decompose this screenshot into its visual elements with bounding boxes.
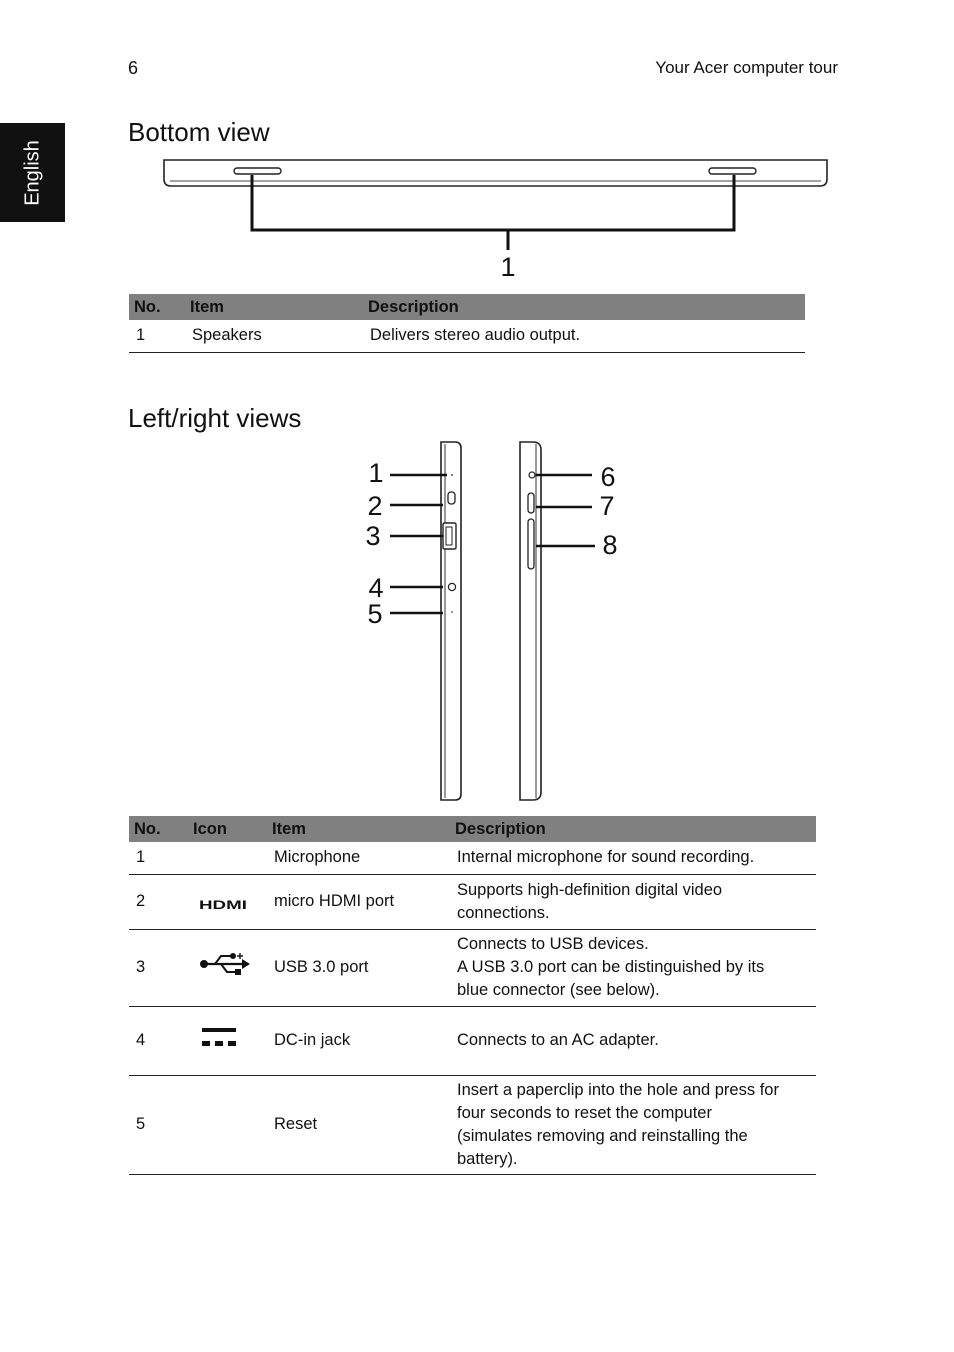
table-row [129, 874, 816, 929]
hdmi-icon-text: HDMI [199, 898, 247, 910]
language-tab [0, 123, 65, 222]
column-header-description: Description [363, 294, 805, 320]
page-number: 6 [128, 58, 139, 78]
hdmi-icon [199, 894, 249, 917]
description-line: Connects to USB devices. [457, 935, 649, 953]
cell-no: 2 [129, 874, 188, 929]
cell-item: Microphone [267, 842, 450, 874]
column-header-icon: Icon [188, 816, 267, 842]
bottom-view-title: Bottom view [128, 117, 270, 147]
dc-in-icon [200, 1026, 238, 1055]
description-line: Supports high-definition digital video [457, 880, 723, 899]
column-header-description: Description [450, 816, 816, 842]
table-row [129, 320, 805, 352]
description-line: A USB 3.0 port can be distinguished by its [457, 958, 765, 976]
callout-number-7: 7 [599, 491, 615, 521]
description-line: battery). [457, 1149, 518, 1168]
reset-hole [451, 611, 453, 613]
microphone-hole [451, 474, 453, 476]
cell-no: 5 [129, 1075, 188, 1174]
description-line: blue connector (see below). [457, 981, 660, 999]
cell-icon [188, 874, 267, 929]
table-header-row [129, 816, 816, 842]
cell-item: USB 3.0 port [267, 929, 450, 1006]
speaker-grille-right [709, 168, 756, 174]
cell-description [450, 929, 816, 1006]
cell-no: 1 [129, 320, 185, 352]
volume-key [528, 519, 534, 569]
running-title: Your Acer computer tour [655, 58, 838, 77]
table-header-row [129, 294, 805, 320]
cell-description: Delivers stereo audio output. [363, 320, 805, 352]
cell-icon [188, 1006, 267, 1075]
callout-number-6: 6 [600, 462, 616, 492]
right-port-6 [529, 472, 535, 478]
description-line: Internal microphone for sound recording. [457, 848, 755, 867]
description-line: connections. [457, 903, 550, 922]
description-line: Connects to an AC adapter. [457, 1031, 659, 1049]
bottom-view-table [129, 294, 805, 353]
callout-number-8: 8 [602, 530, 618, 560]
cell-item: micro HDMI port [267, 874, 450, 929]
callout-number-3: 3 [365, 521, 381, 551]
table-row [129, 1006, 816, 1075]
speaker-grille-left [234, 168, 281, 174]
side-views-diagram [355, 438, 630, 806]
cell-item: Speakers [185, 320, 363, 352]
cell-no: 4 [129, 1006, 188, 1075]
dc-in-jack [448, 583, 455, 590]
language-tab-label: English [21, 139, 43, 206]
table-row [129, 929, 816, 1006]
cell-icon [188, 929, 267, 1006]
cell-description [450, 1006, 816, 1075]
column-header-item: Item [185, 294, 363, 320]
table-row [129, 1075, 816, 1174]
cell-no: 3 [129, 929, 188, 1006]
callout-number-5: 5 [367, 599, 383, 629]
side-views-table [129, 816, 816, 1175]
cell-description [450, 1075, 816, 1174]
description-line: four seconds to reset the computer [457, 1103, 712, 1122]
column-header-no: No. [129, 294, 185, 320]
bottom-view-diagram [160, 155, 832, 285]
side-views-title: Left/right views [128, 403, 302, 433]
cell-item: Reset [267, 1075, 450, 1174]
callout-number-4: 4 [368, 573, 384, 603]
micro-hdmi-port [448, 492, 455, 504]
power-button [528, 493, 534, 513]
column-header-no: No. [129, 816, 188, 842]
cell-description [450, 874, 816, 929]
cell-item: DC-in jack [267, 1006, 450, 1075]
description-line: (simulates removing and reinstalling the [457, 1126, 748, 1145]
cell-description [450, 842, 816, 874]
bottom-callout-label: 1 [500, 252, 516, 282]
column-header-item: Item [267, 816, 450, 842]
callout-number-2: 2 [367, 491, 383, 521]
table-row [129, 842, 816, 874]
usb-icon [199, 951, 251, 984]
cell-icon [188, 1075, 267, 1174]
cell-icon [188, 842, 267, 874]
description-line: Insert a paperclip into the hole and press for [457, 1080, 779, 1099]
cell-no: 1 [129, 842, 188, 874]
callout-number-1: 1 [368, 458, 384, 488]
